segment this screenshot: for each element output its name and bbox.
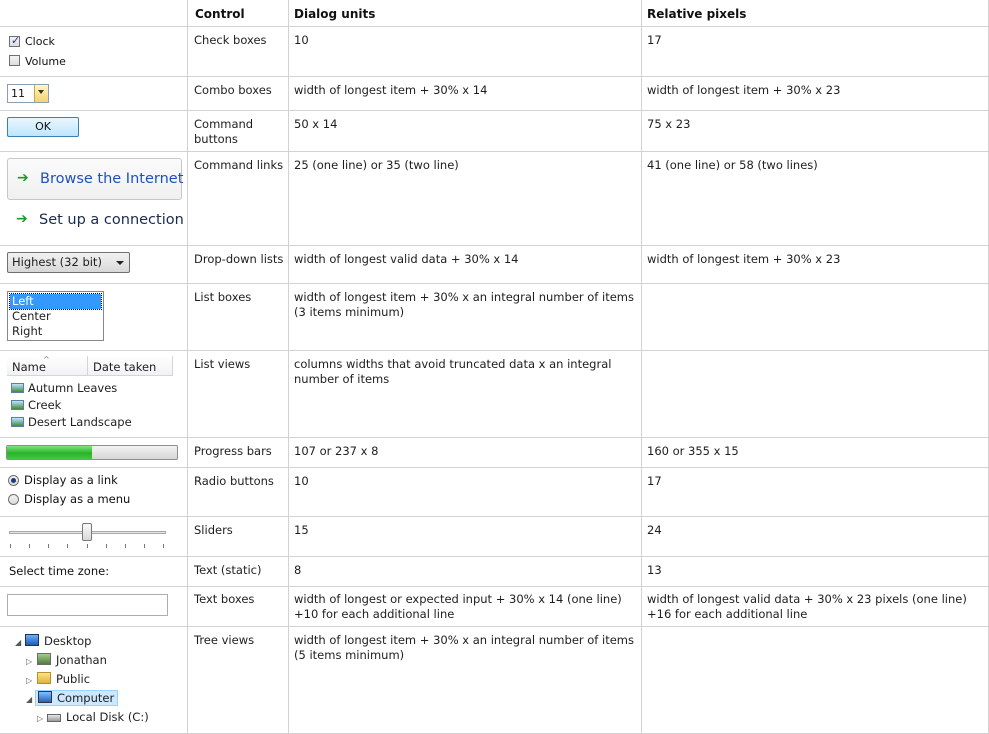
slider-thumb[interactable] — [82, 523, 92, 541]
list-view[interactable] — [7, 356, 173, 432]
row-divider — [0, 467, 989, 468]
computer-icon — [38, 691, 52, 703]
relative-pixels-value: 75 x 23 — [647, 117, 691, 131]
tree-item-label: Public — [56, 672, 91, 686]
list-item-label: Creek — [28, 398, 62, 412]
clock-checkbox[interactable] — [9, 36, 20, 47]
progress-fill — [7, 446, 92, 459]
row-divider — [0, 437, 989, 438]
green-arrow-icon: ➔ — [17, 170, 29, 186]
header-relative-pixels: Relative pixels — [647, 7, 747, 21]
row-divider — [0, 516, 989, 517]
slider-tick — [87, 544, 88, 548]
radio-display-link[interactable] — [8, 475, 19, 486]
control-name: Sliders — [194, 523, 233, 537]
slider-tick — [144, 544, 145, 548]
chevron-down-icon — [116, 261, 124, 265]
list-item[interactable]: Right — [12, 324, 43, 338]
dialog-units-value: width of longest item + 30% x an integral number of items (3 items minimum) — [294, 290, 634, 319]
list-item[interactable] — [11, 381, 117, 395]
slider-tick — [10, 544, 11, 548]
control-name: List views — [194, 357, 251, 371]
column-header-name[interactable] — [7, 356, 88, 376]
control-name: Command links — [194, 158, 284, 172]
dialog-units-value: 15 — [294, 523, 309, 537]
dialog-units-value: width of longest or expected input + 30% x 14 (one line) +10 for each additional line — [294, 592, 622, 621]
desktop-icon — [25, 634, 39, 646]
control-name: Combo boxes — [194, 83, 272, 97]
row-divider — [0, 586, 989, 587]
dialog-units-value: 10 — [294, 474, 309, 488]
slider-tick — [29, 544, 30, 548]
header-control: Control — [195, 7, 245, 21]
list-item-label: Autumn Leaves — [28, 381, 118, 395]
row-divider — [0, 626, 989, 627]
relative-pixels-value: 17 — [647, 33, 662, 47]
combo-box[interactable] — [7, 84, 49, 103]
tree-item-label: Jonathan — [56, 653, 107, 667]
relative-pixels-value: 24 — [647, 523, 662, 537]
checkbox-label: Volume — [25, 55, 66, 68]
control-name: Radio buttons — [194, 474, 274, 488]
drop-down-list[interactable] — [7, 252, 130, 273]
tree-item-label: Computer — [57, 691, 115, 705]
collapsed-triangle-icon[interactable]: ▷ — [37, 714, 44, 723]
control-name: Text boxes — [194, 592, 255, 606]
sort-ascending-icon: ^ — [43, 355, 50, 364]
dialog-units-value: 25 (one line) or 35 (two line) — [294, 158, 459, 172]
tree-item-jonathan[interactable] — [37, 653, 107, 667]
dialog-units-value: 8 — [294, 563, 302, 577]
relative-pixels-value: 13 — [647, 563, 662, 577]
dialog-units-value: width of longest item + 30% x 14 — [294, 83, 488, 97]
slider-tick — [163, 544, 164, 548]
relative-pixels-value: width of longest item + 30% x 23 — [647, 252, 841, 266]
list-item[interactable]: Center — [12, 309, 51, 323]
row-divider — [0, 76, 989, 77]
static-text-sample: Select time zone: — [9, 564, 110, 578]
relative-pixels-value: 41 (one line) or 58 (two lines) — [647, 158, 818, 172]
row-divider — [0, 350, 989, 351]
row-divider — [0, 151, 989, 152]
tree-item-label: Local Disk (C:) — [66, 710, 149, 724]
column-header-label: Name — [12, 360, 46, 374]
drop-down-value: Highest (32 bit) — [12, 255, 102, 269]
text-box[interactable] — [7, 594, 168, 616]
relative-pixels-value: width of longest valid data + 30% x 23 pixels (one line) +16 for each additional line — [647, 592, 967, 621]
dialog-units-value: 107 or 237 x 8 — [294, 444, 379, 458]
checkmark-icon: ✓ — [11, 34, 21, 47]
control-name: Command buttons — [194, 117, 254, 146]
tree-item-label: Desktop — [44, 634, 92, 648]
relative-pixels-value: 160 or 355 x 15 — [647, 444, 739, 458]
slider-tick — [125, 544, 126, 548]
relative-pixels-value: 17 — [647, 474, 662, 488]
tree-item-desktop[interactable] — [25, 634, 91, 648]
list-box[interactable] — [7, 291, 104, 341]
dialog-units-value: width of longest valid data + 30% x 14 — [294, 252, 519, 266]
row-divider — [0, 110, 989, 111]
expanded-triangle-icon[interactable]: ◢ — [26, 695, 33, 704]
user-folder-icon — [37, 653, 51, 665]
command-link-label: Set up a connection — [39, 212, 184, 228]
list-item-label: Desert Landscape — [28, 415, 132, 429]
slider-tick — [48, 544, 49, 548]
slider-tick — [67, 544, 68, 548]
radio-display-menu[interactable] — [8, 494, 19, 505]
ok-button[interactable]: OK — [7, 117, 79, 137]
picture-icon — [11, 417, 24, 427]
volume-checkbox[interactable] — [9, 55, 20, 66]
dialog-units-value: 50 x 14 — [294, 117, 338, 131]
combo-dropdown-button[interactable] — [34, 85, 48, 102]
list-item[interactable] — [11, 398, 61, 412]
combo-value: 11 — [11, 87, 25, 100]
control-name: Drop-down lists — [194, 252, 284, 266]
header-dialog-units: Dialog units — [294, 7, 376, 21]
row-divider — [0, 556, 989, 557]
row-divider — [0, 245, 989, 246]
tree-item-computer[interactable] — [35, 690, 118, 706]
collapsed-triangle-icon[interactable]: ▷ — [26, 676, 33, 685]
radio-label: Display as a menu — [24, 492, 131, 506]
control-name: Tree views — [194, 633, 255, 647]
dialog-units-value: width of longest item + 30% x an integral number of items (5 items minimum) — [294, 633, 634, 662]
folder-icon — [37, 672, 51, 684]
chevron-down-icon — [38, 90, 44, 94]
dialog-units-value: columns widths that avoid truncated data x an integral number of items — [294, 357, 612, 386]
collapsed-triangle-icon[interactable]: ▷ — [26, 657, 33, 666]
command-link-browse[interactable] — [7, 158, 182, 200]
command-link-setup[interactable] — [7, 205, 182, 237]
expanded-triangle-icon[interactable]: ◢ — [15, 638, 22, 647]
list-item[interactable] — [11, 415, 132, 429]
picture-icon — [11, 383, 24, 393]
row-divider — [0, 26, 989, 27]
column-header-date[interactable]: Date taken — [88, 356, 173, 376]
progress-bar — [6, 445, 178, 460]
control-name: Progress bars — [194, 444, 272, 458]
checkbox-label: Clock — [25, 35, 55, 48]
control-name: Check boxes — [194, 33, 267, 47]
row-divider — [0, 283, 989, 284]
tree-item-public[interactable] — [37, 672, 90, 686]
relative-pixels-value: width of longest item + 30% x 23 — [647, 83, 841, 97]
command-link-label: Browse the Internet — [40, 171, 184, 187]
hard-disk-icon — [47, 714, 61, 722]
control-name: Text (static) — [194, 563, 262, 577]
slider-tick — [106, 544, 107, 548]
control-name: List boxes — [194, 290, 252, 304]
dialog-units-value: 10 — [294, 33, 309, 47]
list-item[interactable]: Left — [10, 294, 101, 309]
radio-label: Display as a link — [24, 473, 118, 487]
green-arrow-icon: ➔ — [16, 211, 28, 227]
picture-icon — [11, 400, 24, 410]
tree-item-local-disk[interactable] — [47, 710, 149, 724]
